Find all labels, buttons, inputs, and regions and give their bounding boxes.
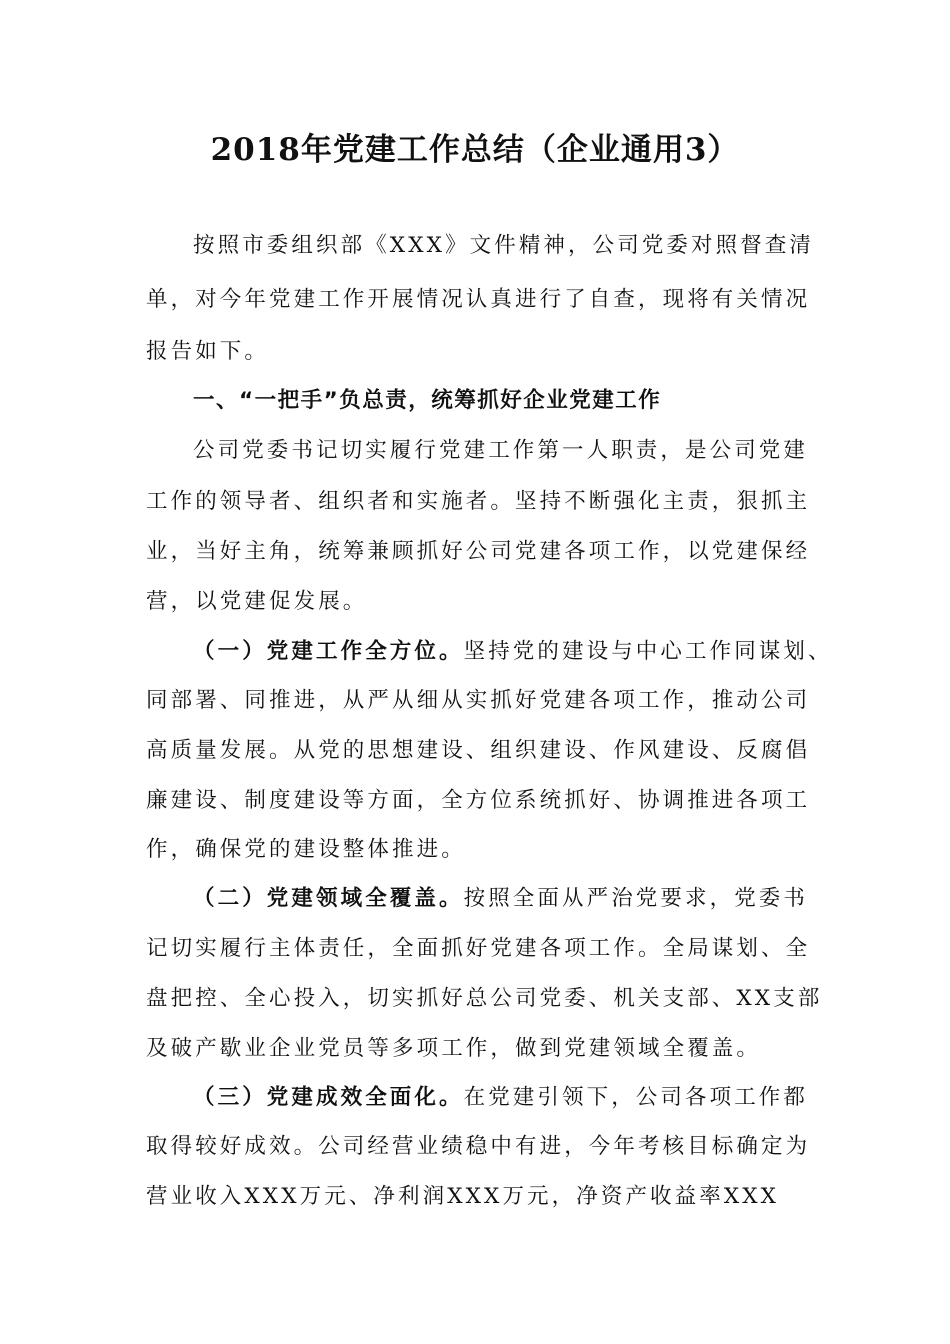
item3-label: （三）党建成效全面化。 <box>193 1085 464 1110</box>
section1-line-4: 营，以党建促发展。 <box>146 589 368 614</box>
item1-line-2: 同部署、同推进，从严从细从实抓好党建各项工作，推动公司 <box>146 688 811 713</box>
item3-line-2: 取得较好成效。公司经营业绩稳中有进，今年考核目标确定为 <box>146 1134 811 1159</box>
item2-line-3: 盘把控、全心投入，切实抓好总公司党委、机关支部、XX支部 <box>146 986 823 1011</box>
section1-line-2: 工作的领导者、组织者和实施者。坚持不断强化主责，狠抓主 <box>146 489 811 514</box>
item2-label: （二）党建领域全覆盖。 <box>193 886 464 911</box>
item1-first-rest: 坚持党的建设与中心工作同谋划、 <box>463 639 833 664</box>
section1-heading: 一、“一把手”负总责，统筹抓好企业党建工作 <box>193 388 662 413</box>
item3-line-1 <box>193 1078 808 1118</box>
item1-label: （一）党建工作全方位。 <box>193 639 464 664</box>
item3-line-3: 营业收入XXX万元、净利润XXX万元，净资产收益率XXX <box>146 1184 780 1209</box>
item3-first-rest: 在党建引领下，公司各项工作都 <box>463 1085 809 1110</box>
item2-line-2: 记切实履行主体责任，全面抓好党建各项工作。全局谋划、全 <box>146 936 811 961</box>
intro-line-2: 单，对今年党建工作开展情况认真进行了自查，现将有关情况 <box>146 287 811 312</box>
section1-line-3: 业，当好主角，统筹兼顾抓好公司党建各项工作，以党建保经 <box>146 539 811 564</box>
item1-line-4: 廉建设、制度建设等方面，全方位系统抓好、协调推进各项工 <box>146 788 811 813</box>
intro-line-1: 按照市委组织部《XXX》文件精神，公司党委对照督查清 <box>193 233 815 258</box>
item1-line-1 <box>193 632 833 672</box>
item2-line-1 <box>193 879 808 919</box>
item2-line-4: 及破产歇业企业党员等多项工作，做到党建领域全覆盖。 <box>146 1036 762 1061</box>
item1-line-5: 作，确保党的建设整体推进。 <box>146 837 466 862</box>
document-title: 2018年党建工作总结（企业通用3） <box>210 132 740 168</box>
item2-first-rest: 按照全面从严治党要求，党委书 <box>463 886 809 911</box>
item1-line-3: 高质量发展。从党的思想建设、组织建设、作风建设、反腐倡 <box>146 738 811 763</box>
section1-line-1: 公司党委书记切实履行党建工作第一人职责，是公司党建 <box>193 438 809 463</box>
intro-line-3: 报告如下。 <box>146 339 270 364</box>
